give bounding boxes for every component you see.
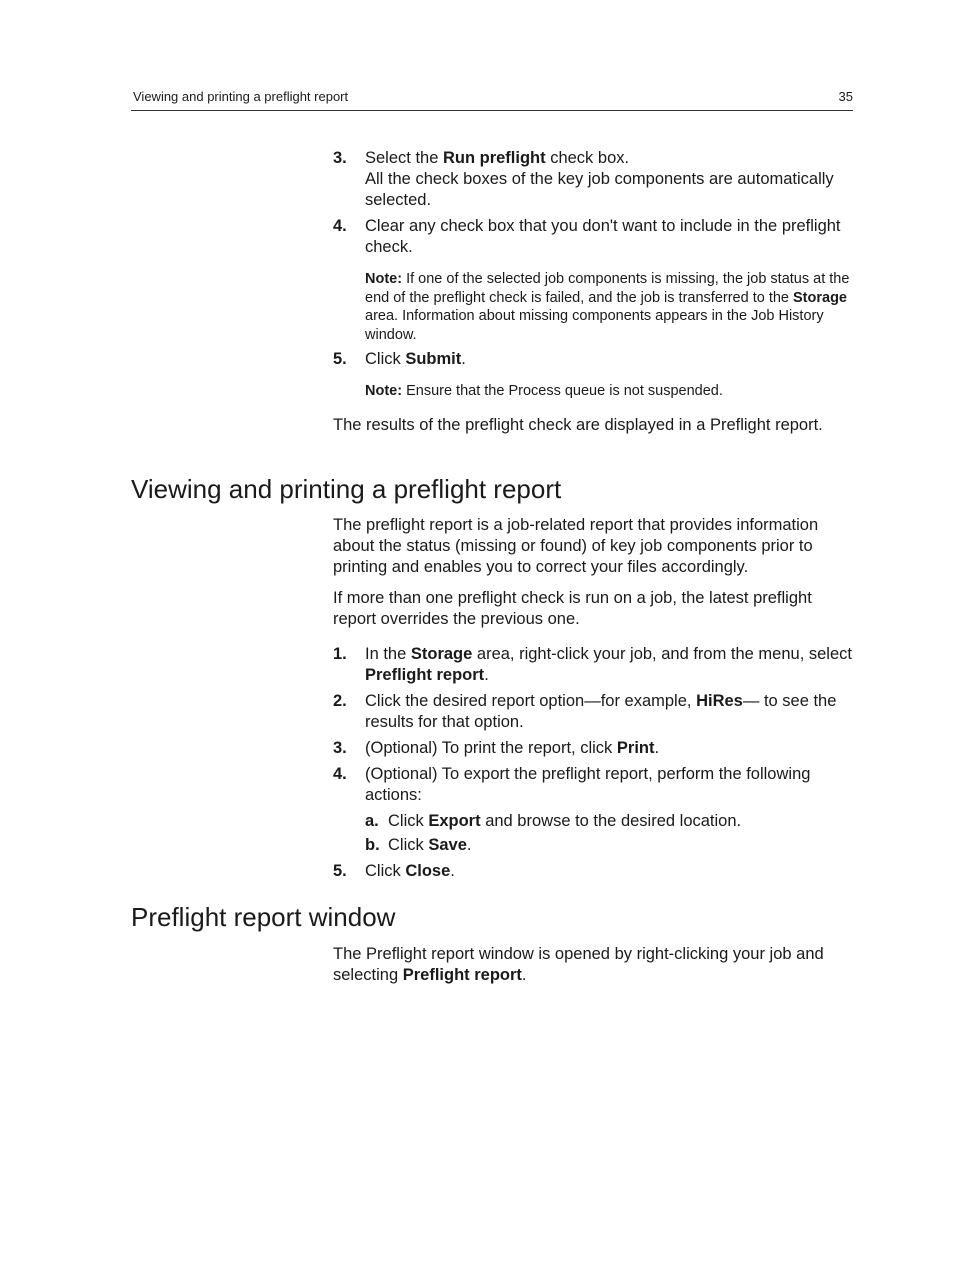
step-number: 3. — [333, 739, 347, 757]
step-number: 1. — [333, 645, 347, 663]
substep-letter: a. — [365, 812, 379, 830]
step-3 — [333, 738, 855, 759]
step-number: 4. — [333, 765, 347, 783]
step-number: 5. — [333, 862, 347, 880]
step-1 — [333, 644, 855, 686]
step-text: Click Submit. — [365, 350, 466, 368]
section-window-body — [333, 944, 855, 986]
section-viewing-body — [333, 515, 855, 882]
header-title: Viewing and printing a preflight report — [133, 89, 349, 104]
step-4 — [333, 216, 855, 258]
substep-text: Click Export and browse to the desired location. — [388, 812, 742, 830]
substep-letter: b. — [365, 836, 380, 854]
step-number: 2. — [333, 692, 347, 710]
note-missing-components: Note: If one of the selected job components is missing, the job status at the end of the preflight check is failed, and the job is transferred to the Storage area. Information about missing components appears in the Job History window. — [365, 271, 850, 343]
override-paragraph: If more than one preflight check is run on a job, the latest preflight report overrides the previous one. — [333, 589, 812, 628]
substep-a — [365, 811, 855, 832]
step-5 — [333, 349, 855, 370]
step-5 — [333, 861, 855, 882]
step-text: Clear any check box that you don't want to include in the preflight check. — [365, 217, 841, 256]
step-text: Click Close. — [365, 862, 455, 880]
step-text: In the Storage area, right-click your job, and from the menu, select Preflight report. — [365, 645, 852, 684]
step-text: Click the desired report option—for example, HiRes— to see the results for that option. — [365, 692, 837, 731]
page-number: 35 — [838, 89, 853, 104]
step-number: 3. — [333, 149, 347, 167]
running-header — [131, 86, 853, 111]
step-4 — [333, 764, 855, 856]
step-text: (Optional) To export the preflight report, perform the following actions: — [365, 765, 811, 804]
window-paragraph: The Preflight report window is opened by right-clicking your job and selecting Preflight report. — [333, 945, 824, 984]
section-heading-viewing: Viewing and printing a preflight report — [131, 474, 562, 504]
result-paragraph: The results of the preflight check are displayed in a Preflight report. — [333, 415, 823, 434]
intro-paragraph: The preflight report is a job-related report that provides information about the status (missing or found) of key job components prior to printing and enables you to correct your files accordingly. — [333, 516, 819, 576]
step-number: 4. — [333, 217, 347, 235]
step-number: 5. — [333, 350, 347, 368]
substep-b — [365, 835, 855, 856]
step-3 — [333, 148, 855, 211]
substep-text: Click Save. — [388, 836, 472, 854]
note-process-queue: Note: Ensure that the Process queue is not suspended. — [365, 383, 723, 399]
step-result: All the check boxes of the key job components are automatically selected. — [365, 170, 834, 209]
step-text: (Optional) To print the report, click Print. — [365, 739, 660, 757]
step-text: Select the Run preflight check box. — [365, 149, 630, 167]
steps-continued — [333, 148, 855, 436]
step-2 — [333, 691, 855, 733]
section-heading-window: Preflight report window — [131, 902, 396, 932]
